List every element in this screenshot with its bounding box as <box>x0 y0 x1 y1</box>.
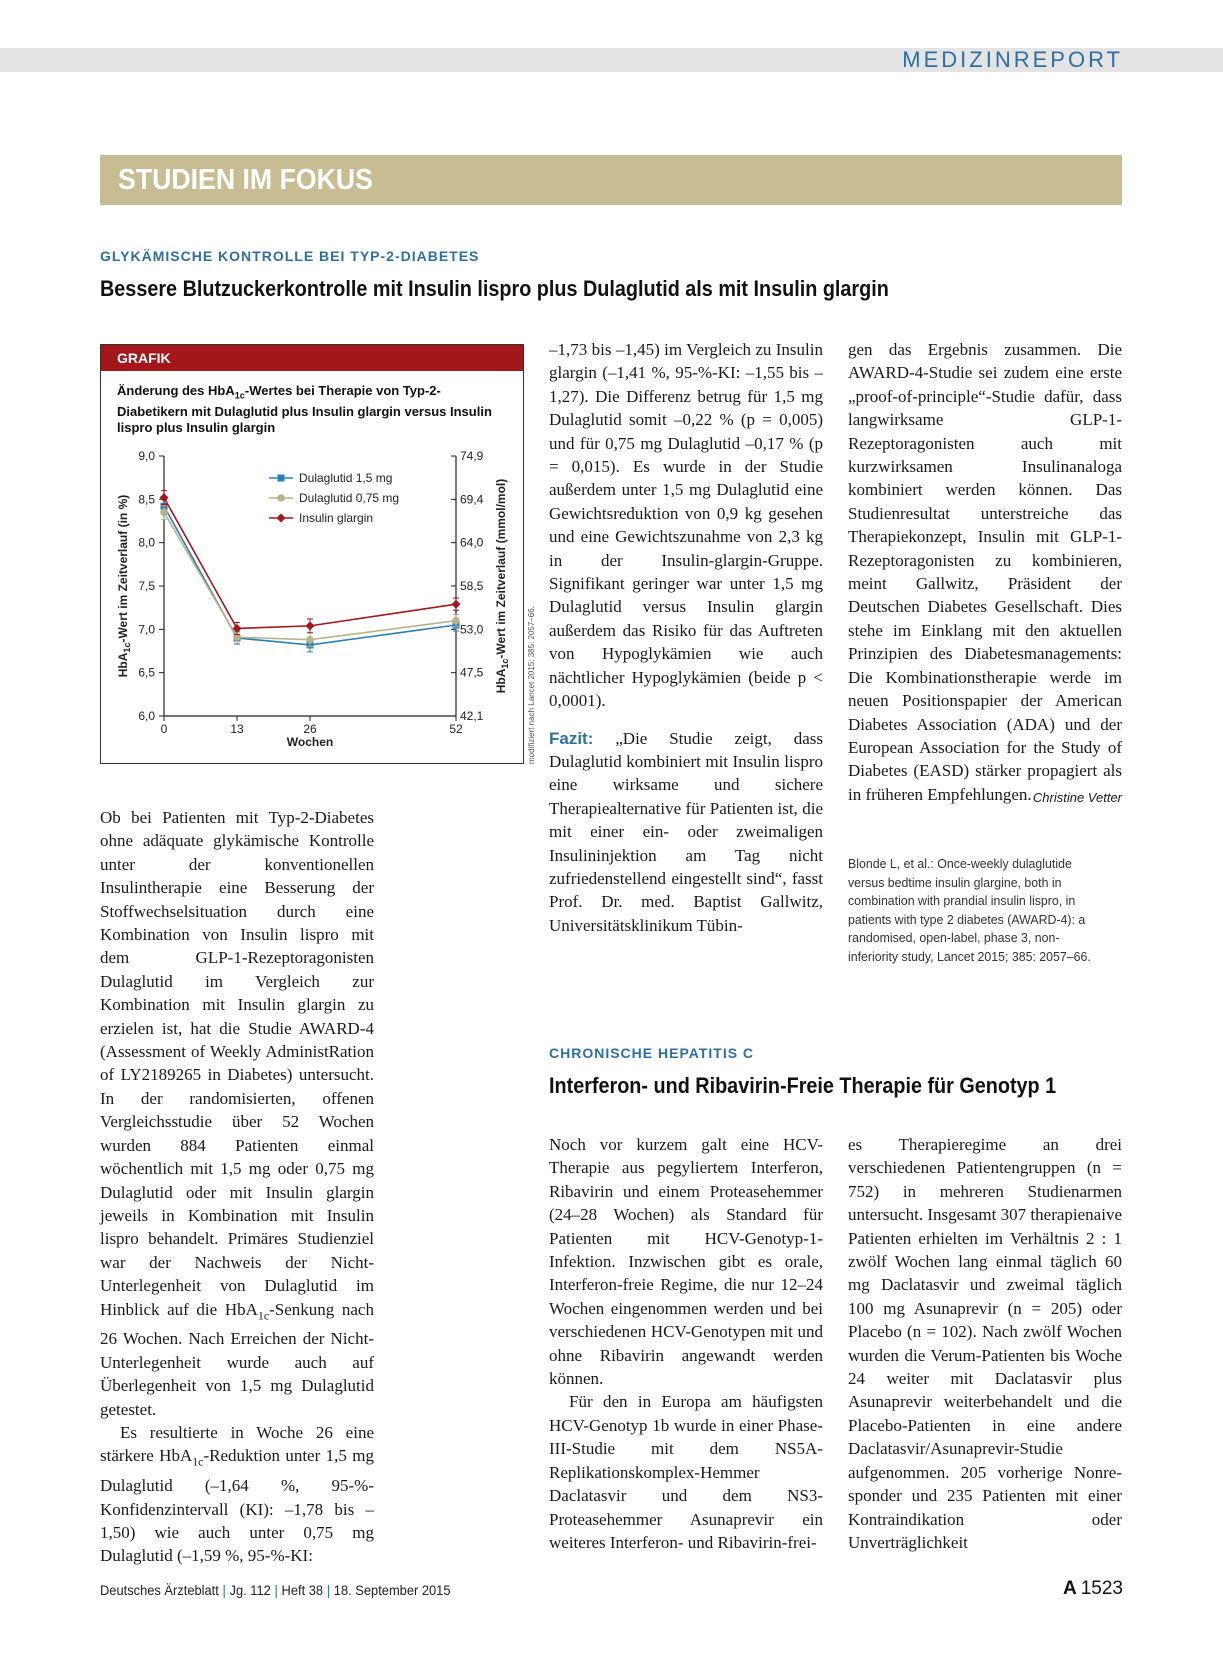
y-tick-label-right: 58,5 <box>460 579 484 593</box>
chart-svg <box>101 345 525 765</box>
footer-citation: Deutsches Ärzteblatt | Jg. 112 | Heft 38 | 18. September 2015 <box>100 1582 451 1598</box>
x-tick-label: 26 <box>303 722 317 736</box>
data-point <box>277 494 285 502</box>
figure-label: GRAFIK <box>117 350 171 366</box>
x-tick-label: 52 <box>449 722 463 736</box>
article2-paragraph: Noch vor kurzem galt eine HCV-Therapie aus pegyliertem Interferon, Ribavirin und einem Proteasehemmer (24–28 Wochen) als Standard für Patienten mit HCV-Genotyp-1-Infektion. Inzwischen gibt es orale, Interferon-freie Regime, die nur 12–24 Wochen eingenommen werden und bei verschiedenen HCV-Genotypen mit und ohne Ribavirin angewandt werden können. <box>549 1135 823 1389</box>
article1-paragraph: Ob bei Patienten mit Typ-2-Diabetes ohne adäquate glykämische Kontrolle unter der konventionellen Insulintherapie eine Besserung der Stoffwechselsituation durch eine Kombination von Insulin lispro mit dem GLP-1-Rezeptoragonisten Dulaglutid im Vergleich zur Kombination mit Insulin glargin zu erzielen ist, hat die Studie AWARD-4 (Assessment of Weekly AdministRation of LY2189265 in Diabetes) untersucht. In der randomisierten, offenen Vergleichsstudie über 52 Wochen wurden 884 Patienten einmal wöchentlich mit 1,5 mg oder 0,75 mg Dulaglutid oder mit Insulin glargin jeweils in Kombination mit Insulin lispro behandelt. Primäres Studienziel war der Nachweis der Nicht-Unterlegenheit von Dulaglutid im Hinblick auf die HbA$_{1c}$-Senkung nach 26 Wochen. Nach Erreichen der Nicht-Unterlegenheit wurde auch auf Überlegenheit von 1,5 mg Dulaglutid getestet. <box>100 808 374 1419</box>
chart-legend <box>269 471 399 525</box>
left-tick-group <box>138 449 164 723</box>
y-axis-title-left: HbA$_{1c}$-Wert im Zeitverlauf (in %) <box>116 494 132 678</box>
y-axis-title-right: HbA$_{1c}$-Wert im Zeitverlauf (mmol/mol) <box>494 478 510 694</box>
data-point <box>160 509 168 517</box>
chart-figure <box>100 344 524 764</box>
legend-label: Insulin glargin <box>299 511 374 525</box>
data-point <box>452 617 460 625</box>
article2-headline: Interferon- und Ribavirin-Freie Therapie für Genotyp 1 <box>549 1073 1057 1098</box>
footer-volume: Jg. 112 <box>229 1582 271 1598</box>
data-point <box>278 475 285 482</box>
data-point <box>277 514 286 523</box>
section-label: MEDIZINREPORT <box>902 47 1123 72</box>
article1-column2 <box>549 338 823 937</box>
footer-issue: Heft 38 <box>281 1582 324 1598</box>
article1-paragraph: –1,73 bis –1,45) im Vergleich zu Insulin glargin (–1,41 %, 95-%-KI: –1,55 bis –1,27). Die Differenz betrug für 1,5 mg Dulaglutid somit –0,22 % (p = 0,005) und für 0,75 mg Dulaglutid –0,17 % (p = 0,015). Es wurde in der Studie außerdem unter 1,5 mg Dulaglutid eine Gewichtsreduktion von 0,9 kg gesehen und eine Gewichtszunahme von 2,3 kg in der Insulin-glargin-Gruppe. Signifikant geringer war unter 1,5 mg Dulaglutid versus Insulin glargin außerdem das Risiko für das Auftreten von Hypoglykämien wie auch nächtlicher Hypoglykämien (beide p < 0,0001). <box>549 340 823 711</box>
y-tick-label-right: 74,9 <box>460 449 484 463</box>
y-tick-label-left: 8,0 <box>138 535 155 550</box>
author-name: Christine Vetter <box>1032 789 1122 805</box>
article2-kicker: CHRONISCHE HEPATITIS C <box>549 1045 755 1061</box>
article1-paragraph: Es resultierte in Woche 26 eine stärkere HbA$_{1c}$-Reduktion unter 1,5 mg Dulaglutid (–1,64 %, 95-%-Konfidenzintervall (KI): –1,78 bis –1,50) wie auch unter 0,75 mg Dulaglutid (–1,59 %, 95-%-KI: <box>100 1422 374 1566</box>
footer-journal: Deutsches Ärzteblatt <box>100 1582 219 1598</box>
x-axis-title: Wochen <box>286 735 334 749</box>
y-tick-label-right: 42,1 <box>460 709 484 723</box>
banner-title: STUDIEN IM FOKUS <box>118 164 373 196</box>
article1-column3 <box>848 338 1122 809</box>
article2-column1 <box>549 1133 823 1554</box>
y-tick-label-right: 69,4 <box>460 492 484 507</box>
data-point <box>452 600 461 609</box>
figure-credit: modifiziert nach Lancet 2015; 385: 2057–66. <box>527 606 536 764</box>
y-tick-label-left: 9,0 <box>138 449 155 463</box>
data-point <box>306 636 314 644</box>
legend-label: Dulaglutid 1,5 mg <box>299 471 393 485</box>
fazit-paragraph: Fazit: „Die Studie zeigt, dass Dulaglutid kombiniert mit Insulin lispro eine wirksame und sichere Therapiealternative für Patienten ist, die mit einer ein- oder zweimaligen Insulininjektion am Tag nicht zufriedenstellend eingestellt sind“, fasst Prof. Dr. med. Baptist Gallwitz, Universitätsklinikum Tübin- <box>549 728 823 935</box>
article1-paragraph: gen das Ergebnis zusammen. Die AWARD-4-Studie sei zudem eine erste „proof-of-principle“-Studie dafür, dass langwirksame GLP-1-Rezeptoragonisten auch mit kurzwirksamen Insulinanaloga kombiniert werden können. Das Studienresultat unterstreiche das Therapiekonzept, Insulin mit GLP-1-Rezeptoragonisten zu kombinieren, meint Gallwitz, Präsident der Deutschen Diabetes Gesellschaft. Dies stehe im Einklang mit den aktuellen Prinzipien des Diabetesmanagements: Die Kombinationstherapie werde im neuen Positionspapier der American Diabetes Association (ADA) und der European Association for the Study of Diabetes (EASD) stärker propagiert als in früheren Empfehlungen. Christine Vetter <box>848 338 1122 806</box>
data-point <box>306 621 315 630</box>
x-tick-label: 13 <box>230 722 244 736</box>
article1-kicker: GLYKÄMISCHE KONTROLLE BEI TYP-2-DIABETES <box>100 248 480 264</box>
figure-title: Änderung des HbA$_{1c}$-Wertes bei Therapie von Typ-2-Diabetikern mit Dulaglutid plus Insulin glargin versus Insulin lispro plus Insulin glargin <box>117 383 492 435</box>
article1-column1 <box>100 806 374 1568</box>
y-tick-label-left: 6,5 <box>138 665 155 680</box>
y-tick-label-left: 8,5 <box>138 492 155 507</box>
article2-paragraph: Für den in Europa am häufigsten HCV-Genotyp 1b wurde in einer Phase-III-Studie mit dem NS5A-Replikationskomplex-Hemmer Daclatasvir und dem NS3-Proteasehemmer Asunaprevir ein weiteres Interferon- und Ribavirin-frei- <box>549 1392 823 1552</box>
article2-paragraph: es Therapieregime an drei verschiedenen Patientengruppen (n = 752) in mehreren Studienarmen untersucht. Insgesamt 307 therapienaive Patienten erhielten im Verhältnis 2 : 1 zwölf Wochen lang einmal täglich 60 mg Daclatasvir und zweimal täglich 100 mg Asunaprevir (n = 205) oder Placebo (n = 102). Nach zwölf Wochen wurden die Verum-Patienten bis Woche 24 weiter mit Daclatasvir plus Asunaprevir weiterbehandelt und die Placebo-Patienten in eine andere Daclatasvir/Asunaprevir-Studie aufgenommen. 205 vorherige Nonre-sponder und 235 Patienten mit einer Kontraindikation oder Unverträglichkeit <box>848 1135 1122 1552</box>
y-tick-label-right: 64,0 <box>460 535 484 550</box>
y-tick-label-left: 7,5 <box>138 579 155 593</box>
footer-date: 18. September 2015 <box>333 1582 451 1598</box>
y-tick-label-right: 53,0 <box>460 622 484 637</box>
article1-headline: Bessere Blutzuckerkontrolle mit Insulin lispro plus Dulaglutid als mit Insulin glargin <box>100 276 889 301</box>
y-tick-label-right: 47,5 <box>460 665 484 680</box>
y-tick-label-left: 7,0 <box>138 622 155 637</box>
section-banner <box>100 155 1122 205</box>
legend-label: Dulaglutid 0,75 mg <box>299 491 400 505</box>
article2-column2 <box>848 1133 1122 1554</box>
fazit-label: Fazit: <box>549 728 594 748</box>
x-tick-label: 0 <box>160 722 168 736</box>
data-point <box>160 493 169 502</box>
page-number: A 1523 <box>1062 1578 1123 1599</box>
x-tick-group <box>161 716 463 736</box>
reference-citation: Blonde L, et al.: Once-weekly dulaglutide versus bedtime insulin glargine, both in combination with prandial insulin lispro, in patients with type 2 diabetes (AWARD-4): a randomised, open-label, phase 3, non-inferiority study, Lancet 2015; 385: 2057–66. <box>848 856 1091 964</box>
y-tick-label-left: 6,0 <box>138 709 155 723</box>
